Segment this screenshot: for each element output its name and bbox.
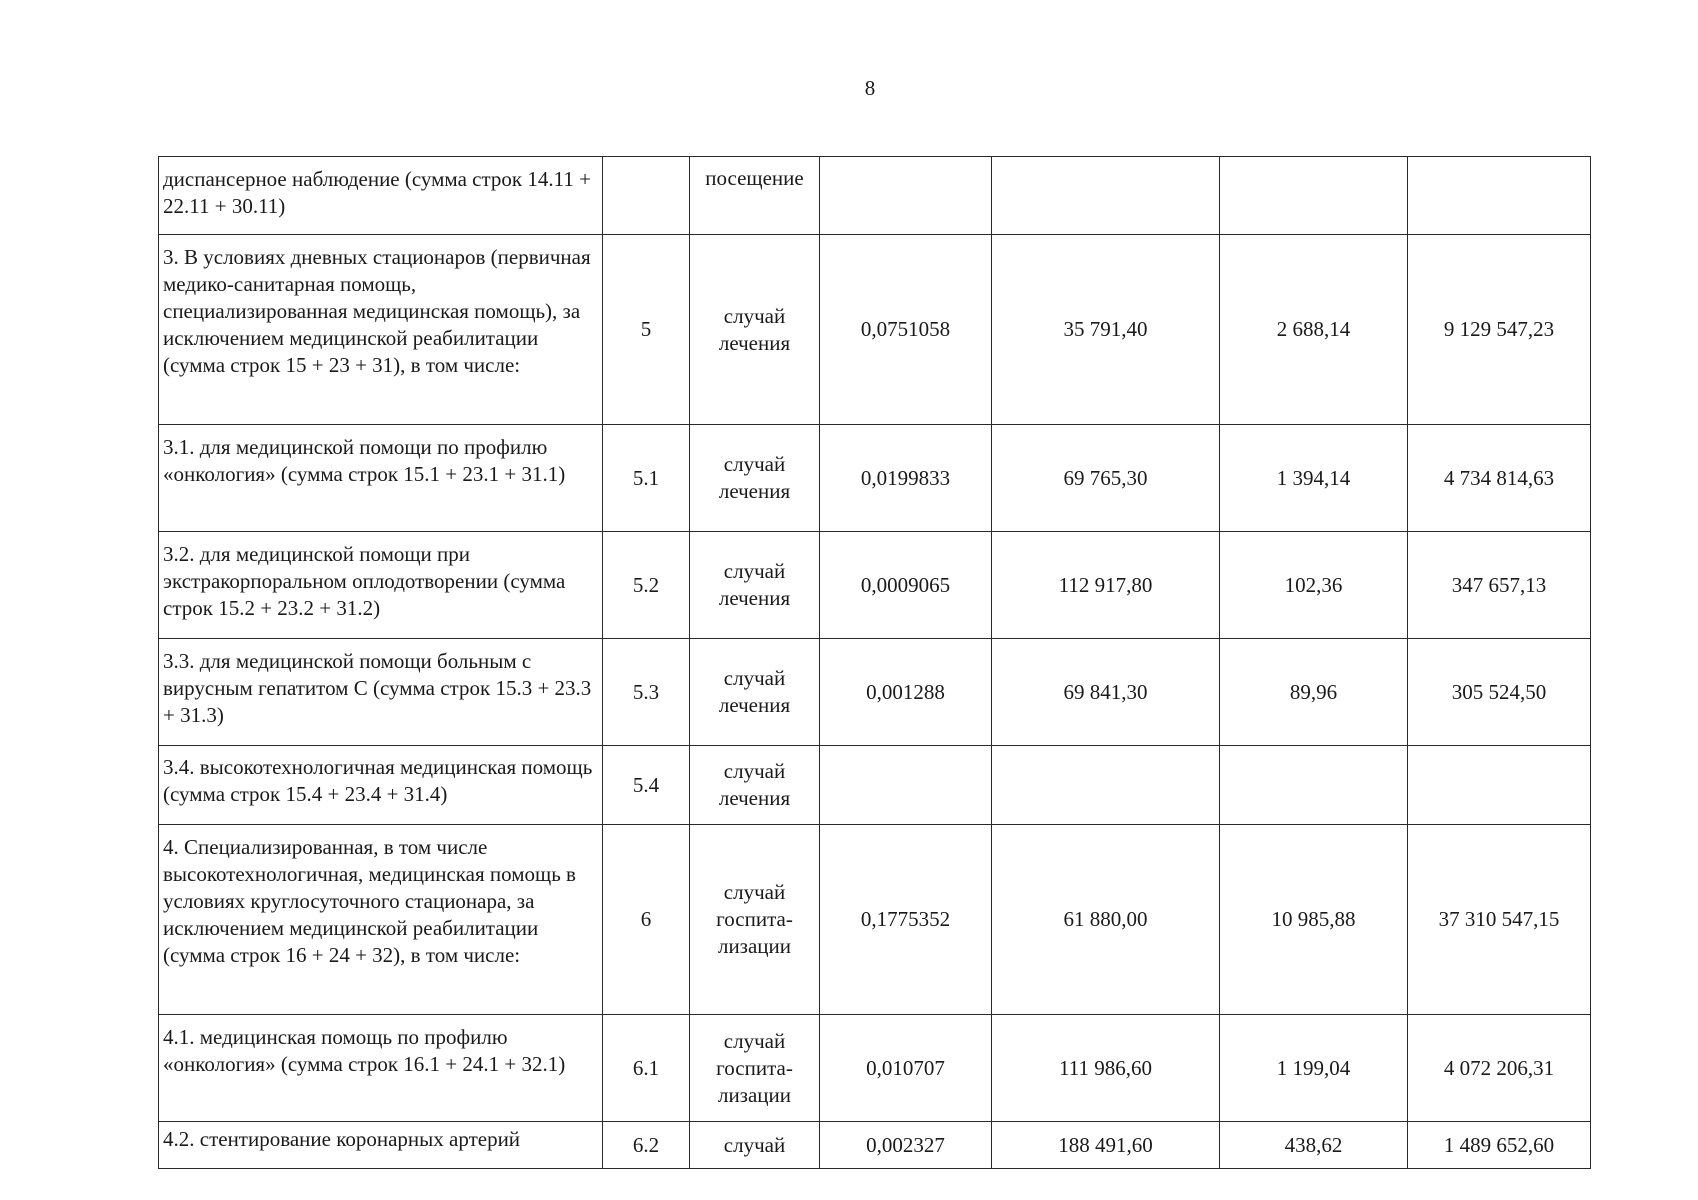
row-cost-cell: 69 765,30 bbox=[992, 425, 1220, 532]
row-code-cell: 6.1 bbox=[603, 1015, 690, 1122]
table-row bbox=[159, 639, 1591, 746]
row-cost-cell bbox=[992, 157, 1220, 235]
row-per-capita-cell: 102,36 bbox=[1220, 532, 1408, 639]
row-total-cell: 347 657,13 bbox=[1408, 532, 1591, 639]
table-row bbox=[159, 1015, 1591, 1122]
row-total-cell bbox=[1408, 746, 1591, 825]
row-total-cell: 9 129 547,23 bbox=[1408, 235, 1591, 425]
row-name-cell: диспансерное наблюдение (сумма строк 14.11 + 22.11 + 30.11) bbox=[159, 157, 603, 235]
data-table bbox=[158, 156, 1591, 1169]
row-total-cell: 1 489 652,60 bbox=[1408, 1122, 1591, 1169]
page-number: 8 bbox=[864, 76, 876, 100]
row-per-capita-cell bbox=[1220, 746, 1408, 825]
row-unit-cell: случай лечения bbox=[690, 235, 820, 425]
row-norm-cell: 0,002327 bbox=[820, 1122, 992, 1169]
row-norm-cell: 0,010707 bbox=[820, 1015, 992, 1122]
row-total-cell: 37 310 547,15 bbox=[1408, 825, 1591, 1015]
table-row bbox=[159, 425, 1591, 532]
row-total-cell: 305 524,50 bbox=[1408, 639, 1591, 746]
row-per-capita-cell: 2 688,14 bbox=[1220, 235, 1408, 425]
row-cost-cell: 112 917,80 bbox=[992, 532, 1220, 639]
row-norm-cell: 0,0751058 bbox=[820, 235, 992, 425]
row-cost-cell: 35 791,40 bbox=[992, 235, 1220, 425]
row-code-cell: 5.1 bbox=[603, 425, 690, 532]
row-unit-cell: случай госпита-лизации bbox=[690, 1015, 820, 1122]
row-total-cell: 4 734 814,63 bbox=[1408, 425, 1591, 532]
row-unit-cell: случай bbox=[690, 1122, 820, 1169]
row-norm-cell bbox=[820, 746, 992, 825]
row-norm-cell: 0,001288 bbox=[820, 639, 992, 746]
row-cost-cell bbox=[992, 746, 1220, 825]
row-cost-cell: 61 880,00 bbox=[992, 825, 1220, 1015]
row-name-cell: 4. Специализированная, в том числе высокотехнологичная, медицинская помощь в условиях круглосуточного стационара, за исключением медицинской реабилитации (сумма строк 16 + 24 + 32), в том числе: bbox=[159, 825, 603, 1015]
row-total-cell bbox=[1408, 157, 1591, 235]
row-name-cell: 4.2. стентирование коронарных артерий bbox=[159, 1122, 603, 1169]
row-per-capita-cell: 89,96 bbox=[1220, 639, 1408, 746]
row-unit-cell: случай лечения bbox=[690, 532, 820, 639]
row-code-cell: 6 bbox=[603, 825, 690, 1015]
table-row bbox=[159, 746, 1591, 825]
row-unit-cell: случай лечения bbox=[690, 639, 820, 746]
row-norm-cell: 0,1775352 bbox=[820, 825, 992, 1015]
row-name-cell: 3.1. для медицинской помощи по профилю «онкология» (сумма строк 15.1 + 23.1 + 31.1) bbox=[159, 425, 603, 532]
row-unit-cell: случай лечения bbox=[690, 746, 820, 825]
table-row bbox=[159, 1122, 1591, 1169]
row-unit-cell: случай лечения bbox=[690, 425, 820, 532]
row-name-cell: 3.4. высокотехнологичная медицинская помощь (сумма строк 15.4 + 23.4 + 31.4) bbox=[159, 746, 603, 825]
row-norm-cell: 0,0009065 bbox=[820, 532, 992, 639]
row-code-cell bbox=[603, 157, 690, 235]
row-code-cell: 5.2 bbox=[603, 532, 690, 639]
row-cost-cell: 69 841,30 bbox=[992, 639, 1220, 746]
row-total-cell: 4 072 206,31 bbox=[1408, 1015, 1591, 1122]
row-per-capita-cell: 10 985,88 bbox=[1220, 825, 1408, 1015]
table-row bbox=[159, 532, 1591, 639]
row-unit-cell: случай госпита-лизации bbox=[690, 825, 820, 1015]
row-cost-cell: 188 491,60 bbox=[992, 1122, 1220, 1169]
row-cost-cell: 111 986,60 bbox=[992, 1015, 1220, 1122]
row-code-cell: 5.3 bbox=[603, 639, 690, 746]
row-name-cell: 3.3. для медицинской помощи больным с вирусным гепатитом С (сумма строк 15.3 + 23.3 + 31.3) bbox=[159, 639, 603, 746]
row-norm-cell: 0,0199833 bbox=[820, 425, 992, 532]
row-code-cell: 6.2 bbox=[603, 1122, 690, 1169]
table-row bbox=[159, 235, 1591, 425]
row-name-cell: 4.1. медицинская помощь по профилю «онкология» (сумма строк 16.1 + 24.1 + 32.1) bbox=[159, 1015, 603, 1122]
row-code-cell: 5 bbox=[603, 235, 690, 425]
row-per-capita-cell: 438,62 bbox=[1220, 1122, 1408, 1169]
row-per-capita-cell: 1 199,04 bbox=[1220, 1015, 1408, 1122]
row-unit-cell: посещение bbox=[690, 157, 820, 235]
row-name-cell: 3. В условиях дневных стационаров (первичная медико-санитарная помощь, специализированная медицинская помощь), за исключением медицинской реабилитации (сумма строк 15 + 23 + 31), в том числе: bbox=[159, 235, 603, 425]
row-per-capita-cell bbox=[1220, 157, 1408, 235]
row-per-capita-cell: 1 394,14 bbox=[1220, 425, 1408, 532]
row-norm-cell bbox=[820, 157, 992, 235]
row-code-cell: 5.4 bbox=[603, 746, 690, 825]
row-name-cell: 3.2. для медицинской помощи при экстракорпоральном оплодотворении (сумма строк 15.2 + 23.2 + 31.2) bbox=[159, 532, 603, 639]
table-row bbox=[159, 825, 1591, 1015]
table-row bbox=[159, 157, 1591, 235]
